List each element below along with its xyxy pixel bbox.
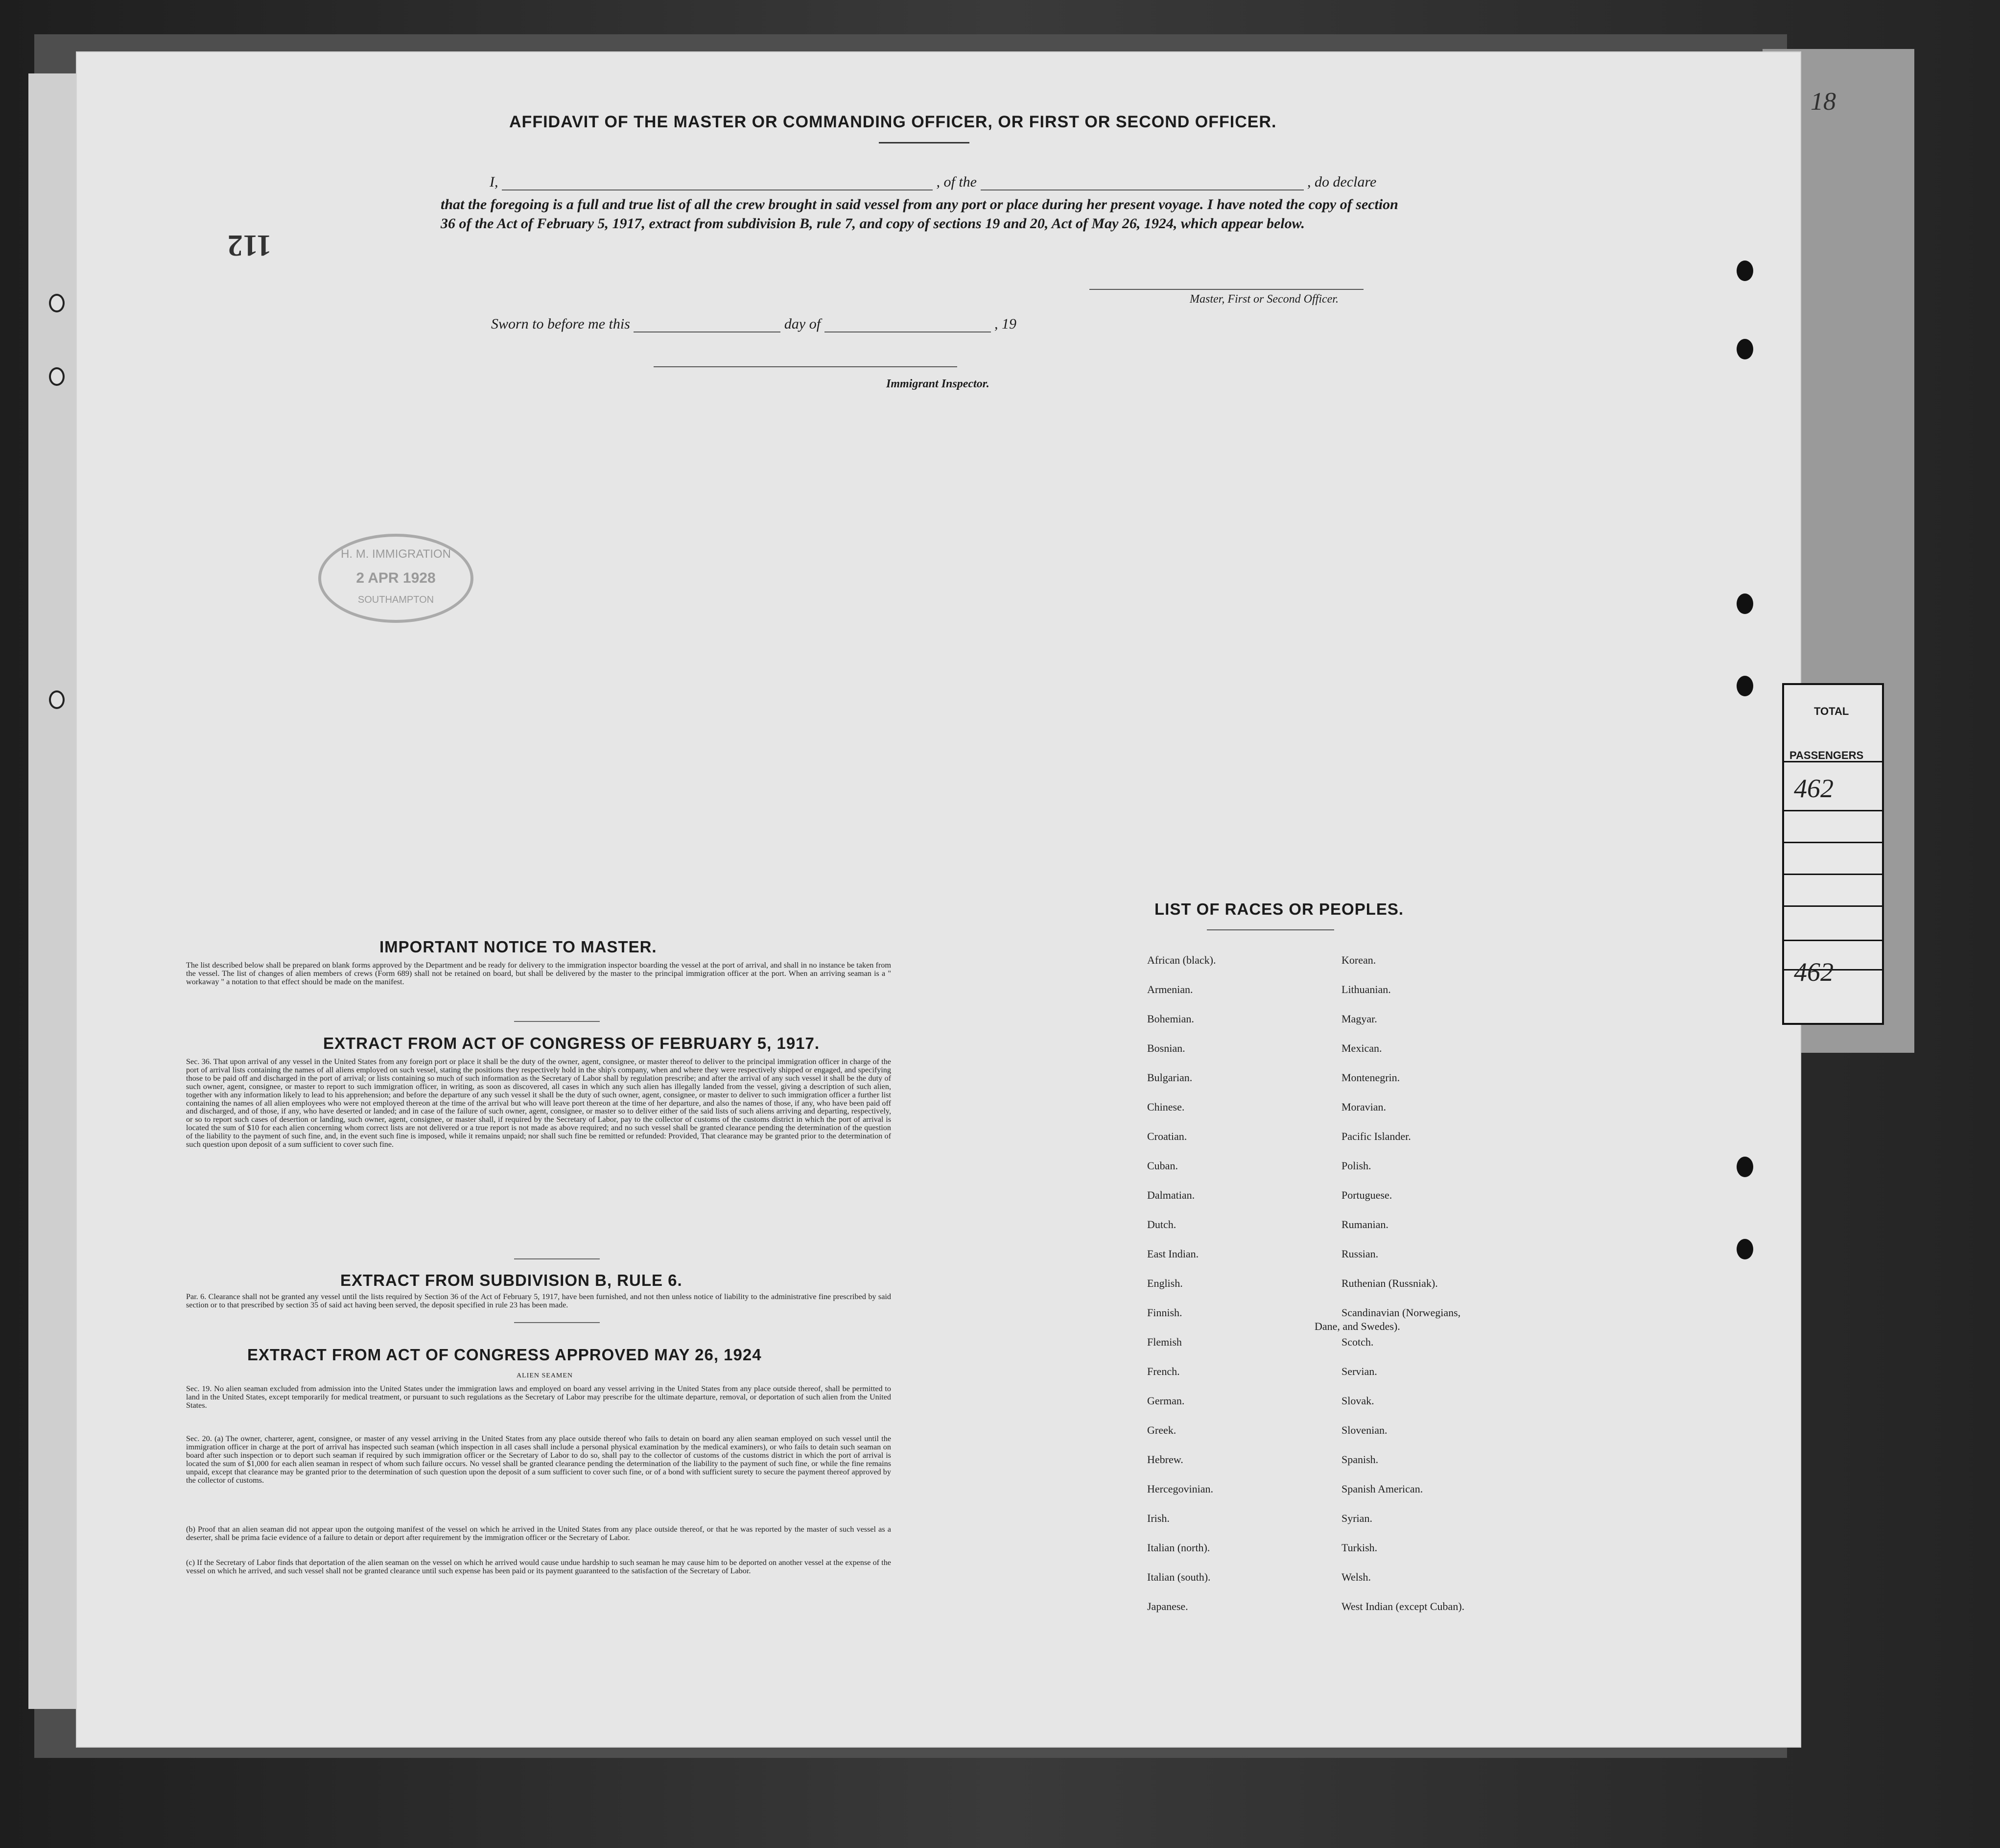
sworn-day-blank bbox=[634, 317, 780, 332]
race-item: East Indian. bbox=[1147, 1248, 1199, 1260]
races-title-underline bbox=[1207, 929, 1334, 930]
race-item: Hercegovinian. bbox=[1147, 1483, 1213, 1495]
race-item: Dane, and Swedes). bbox=[1315, 1320, 1400, 1332]
races-list-title: LIST OF RACES OR PEOPLES. bbox=[1154, 900, 1404, 918]
race-item: Greek. bbox=[1147, 1424, 1176, 1436]
race-item: Portuguese. bbox=[1341, 1189, 1392, 1201]
notice-text: The list described below shall be prepared on blank forms approved by the Department and be ready for delivery to the immigration inspector boarding the vessel at the port of arrival, and shall in no instance be taken from the vessel. The list of changes of alien members of crews (Form 689) shall not be retained on board, but shall be delivered by the master to the principal immigration officer at the port. When an arriving seaman is a " workaway " a notation to that effect should be made on the manifest. bbox=[186, 961, 891, 986]
subdivision-text: Par. 6. Clearance shall not be granted any vessel until the lists required by Section 36 of the Act of February 5, 1917, have been furnished, and not then unless notice of liability to the administrative fine prescribed by said section or to that prescribed by section 35 of said act having been served, the deposit specified in rule 23 has been made. bbox=[186, 1292, 891, 1309]
race-item: Finnish. bbox=[1147, 1306, 1182, 1319]
race-item: Scandinavian (Norwegians, bbox=[1341, 1306, 1461, 1319]
affidavit-body: that the foregoing is a full and true list of all the crew brought in said vessel from any port or place during her present voyage. I have noted the copy of section 36 of the Act of February 5, 1917, extract from subdivision B, rule 7, and copy of sections 19 and 20, Act of May 26, 1924, which appear below. bbox=[441, 196, 1398, 232]
race-item: Chinese. bbox=[1147, 1101, 1185, 1113]
race-item: Moravian. bbox=[1341, 1101, 1387, 1113]
left-binder-ring bbox=[49, 690, 65, 709]
sworn-month-blank bbox=[824, 317, 991, 332]
race-item: Italian (north). bbox=[1147, 1541, 1210, 1554]
race-item: French. bbox=[1147, 1365, 1180, 1377]
race-item: Cuban. bbox=[1147, 1160, 1178, 1172]
left-binder-ring bbox=[49, 294, 65, 312]
race-item: Irish. bbox=[1147, 1512, 1170, 1524]
section-divider bbox=[514, 1322, 600, 1323]
total-passengers-value: 462 bbox=[1794, 774, 1834, 803]
race-item: Syrian. bbox=[1341, 1512, 1372, 1524]
race-item: Rumanian. bbox=[1341, 1218, 1388, 1231]
race-item: African (black). bbox=[1147, 954, 1216, 966]
race-item: Scotch. bbox=[1341, 1336, 1374, 1348]
sworn-statement-line bbox=[491, 316, 1016, 332]
extract-1924-subtitle: ALIEN SEAMEN bbox=[517, 1372, 573, 1379]
race-item: Italian (south). bbox=[1147, 1571, 1211, 1583]
total-label: TOTAL bbox=[1814, 705, 1849, 717]
race-item: Magyar. bbox=[1341, 1013, 1377, 1025]
race-item: Lithuanian. bbox=[1341, 983, 1391, 995]
race-item: Ruthenian (Russniak). bbox=[1341, 1277, 1438, 1289]
handwritten-page-number: 18 bbox=[1811, 88, 1836, 116]
sec19-text: Sec. 19. No alien seaman excluded from admission into the United States under the immigration laws and employed on board any vessel arriving in the United States from any place outside thereof, shall be permitted to land in the United States, except temporarily for medical treatment, or pursuant to such regulations as the Secretary of Labor may prescribe for the ultimate departure, removal, or deportation of such alien from the United States. bbox=[186, 1384, 891, 1410]
section-divider bbox=[514, 1021, 600, 1022]
race-item: Dalmatian. bbox=[1147, 1189, 1195, 1201]
race-item: Japanese. bbox=[1147, 1600, 1188, 1612]
race-item: Croatian. bbox=[1147, 1130, 1187, 1142]
race-item: Bosnian. bbox=[1147, 1042, 1185, 1054]
left-binder-ring bbox=[49, 367, 65, 386]
race-item: Slovak. bbox=[1341, 1395, 1374, 1407]
sec20c-text: (c) If the Secretary of Labor finds that deportation of the alien seaman on the vessel on which he arrived would cause undue hardship to such seaman he may cause him to be deported on another vessel at the expense of the vessel on which he arrived, and such vessel shall not be granted clearance until such expense has been paid or its payment guaranteed to the satisfaction of the Secretary of Labor. bbox=[186, 1558, 891, 1575]
race-item: Slovenian. bbox=[1341, 1424, 1388, 1436]
vessel-name-blank bbox=[981, 175, 1304, 190]
race-item: Dutch. bbox=[1147, 1218, 1176, 1231]
race-item: Pacific Islander. bbox=[1341, 1130, 1411, 1142]
race-item: Korean. bbox=[1341, 954, 1376, 966]
race-item: Mexican. bbox=[1341, 1042, 1382, 1054]
total-passengers-box bbox=[1782, 683, 1884, 1025]
affidavit-declaration-line bbox=[490, 174, 1376, 190]
extract-1924-title: EXTRACT FROM ACT OF CONGRESS APPROVED MAY 26, 1924 bbox=[247, 1346, 762, 1364]
race-item: Montenegrin. bbox=[1341, 1071, 1400, 1084]
do-declare-label: , do declare bbox=[1307, 174, 1377, 190]
master-signature-line bbox=[1089, 289, 1364, 290]
section-divider bbox=[514, 1258, 600, 1259]
title-underline bbox=[879, 142, 969, 143]
race-item: Turkish. bbox=[1341, 1541, 1378, 1554]
inspector-signature-label: Immigrant Inspector. bbox=[886, 378, 989, 390]
binder-hole bbox=[1737, 593, 1753, 614]
box-rule bbox=[1784, 874, 1882, 875]
subdivision-title: EXTRACT FROM SUBDIVISION B, RULE 6. bbox=[340, 1271, 682, 1289]
sec20b-text: (b) Proof that an alien seaman did not appear upon the outgoing manifest of the vessel on which he arrived in the United States from any place outside thereof, or that he was reported by the master of such vessel as a deserter, shall be prima facie evidence of a failure to detain or deport after requirement by the immigration officer or the Secretary of Labor. bbox=[186, 1525, 891, 1542]
of-the-label: , of the bbox=[936, 174, 977, 190]
box-rule bbox=[1784, 905, 1882, 907]
race-item: Bohemian. bbox=[1147, 1013, 1194, 1025]
race-item: Spanish. bbox=[1341, 1453, 1379, 1466]
race-item: Flemish bbox=[1147, 1336, 1182, 1348]
box-rule bbox=[1784, 810, 1882, 811]
box-rule bbox=[1784, 940, 1882, 941]
master-signature-label: Master, First or Second Officer. bbox=[1190, 293, 1339, 306]
passengers-label: PASSENGERS bbox=[1789, 749, 1864, 761]
extract-1917-title: EXTRACT FROM ACT OF CONGRESS OF FEBRUARY 5, 1917. bbox=[323, 1034, 820, 1052]
sworn-label: Sworn to before me this bbox=[491, 316, 630, 332]
stamp-date: 2 APR 1928 bbox=[356, 570, 436, 586]
stamp-line-1: H. M. IMMIGRATION bbox=[341, 547, 451, 561]
binder-hole bbox=[1737, 676, 1753, 696]
declarant-name-blank bbox=[502, 175, 933, 190]
race-item: Welsh. bbox=[1341, 1571, 1371, 1583]
binder-hole bbox=[1737, 339, 1753, 359]
race-item: Armenian. bbox=[1147, 983, 1193, 995]
binder-hole bbox=[1737, 1157, 1753, 1177]
stamp-line-3: SOUTHAMPTON bbox=[357, 594, 434, 605]
race-item: Bulgarian. bbox=[1147, 1071, 1193, 1084]
sec20a-text: Sec. 20. (a) The owner, charterer, agent, consignee, or master of any vessel arriving in the United States from any place outside thereof who fails to detain on board any alien seaman employed on such vessel until the immigration officer in charge at the port of arrival has inspected such seaman (which inspection in all cases shall include a personal physical examination by the medical examiners), or who fails to detain such seaman on board after such inspection or to deport such seaman if required by such immigration officer or the Secretary of Labor to do so, shall pay to the collector of customs of the customs district in which the port of arrival is located the sum of $1,000 for each alien seaman in respect of whom such failure occurs. No vessel shall be granted clearance pending the determination of the liability to the payment of such fine, or while the fine remains unpaid, except that clearance may be granted prior to the determination of such question upon the deposit of a sum sufficient to cover such fine, or of a bond with sufficient surety to secure the payment thereof approved by the collector of customs. bbox=[186, 1434, 891, 1485]
binder-hole bbox=[1737, 1239, 1753, 1259]
race-item: Polish. bbox=[1341, 1160, 1371, 1172]
race-item: German. bbox=[1147, 1395, 1185, 1407]
race-item: Hebrew. bbox=[1147, 1453, 1183, 1466]
extract-1917-text: Sec. 36. That upon arrival of any vessel in the United States from any foreign port or place it shall be the duty of the owner, agent, consignee, or master thereof to deliver to the principal immigration officer in charge of the port of arrival lists containing the names of all aliens employed on such vessel, stating the positions they respectively hold in the ship's company, when and where they were respectively shipped or engaged, and specifying those to be paid off and discharged in the port of arrival; or lists containing so much of such information as the Secretary of Labor shall by regulation prescribe; and after the arrival of any such vessel it shall be the duty of such owner, agent, consignee, or master to report to such immigration officer, in writing, as soon as discovered, all cases in which any such alien has illegally landed from the vessel, giving a description of such alien, together with any information likely to lead to his apprehension; and before the departure of any such vessel it shall be the duty of such owner, agent, consignee, or master to deliver to such immigration officer a further list containing the names of all alien employees who were not employed thereon at the time of the arrival but who will leave port thereon at the time of her departure, and also the names of those, if any, who have been paid off and discharged, and of those, if any, who have deserted or landed; and in case of the failure of such owner, agent, consignee, or master so to deliver either of the said lists of such aliens arriving and departing, respectively, or so to report such cases of desertion or landing, such owner, agent, consignee, or master shall, if required by the Secretary of Labor, pay to the collector of customs of the customs district in which the port of arrival is located the sum of $10 for each alien concerning whom correct lists are not delivered or a true report is not made as above required; and no such vessel shall be granted clearance pending the determination of the question of the liability to the payment of such fine, and, in the event such fine is imposed, while it remains unpaid; nor shall such fine be remitted or refunded: Provided, That clearance may be granted prior to the determination of such question upon deposit of a sum sufficient to cover such fine. bbox=[186, 1057, 891, 1149]
race-item: West Indian (except Cuban). bbox=[1341, 1600, 1465, 1612]
box-rule bbox=[1784, 842, 1882, 843]
sheet-number-stamp: 112 bbox=[228, 229, 272, 262]
race-item: English. bbox=[1147, 1277, 1183, 1289]
declarant-prefix: I, bbox=[490, 174, 498, 190]
affidavit-title: AFFIDAVIT OF THE MASTER OR COMMANDING OFFICER, OR FIRST OR SECOND OFFICER. bbox=[509, 113, 1277, 131]
notice-title: IMPORTANT NOTICE TO MASTER. bbox=[379, 938, 657, 956]
total-passengers-value-2: 462 bbox=[1794, 957, 1834, 987]
binder-hole bbox=[1737, 261, 1753, 281]
race-item: Russian. bbox=[1341, 1248, 1379, 1260]
year-label: , 19 bbox=[994, 316, 1017, 332]
race-item: Spanish American. bbox=[1341, 1483, 1423, 1495]
day-of-label: day of bbox=[784, 316, 821, 332]
left-binding-strip bbox=[28, 73, 83, 1709]
inspector-signature-line bbox=[654, 366, 957, 367]
immigration-stamp bbox=[318, 534, 473, 623]
document-page bbox=[76, 51, 1801, 1748]
race-item: Servian. bbox=[1341, 1365, 1377, 1377]
